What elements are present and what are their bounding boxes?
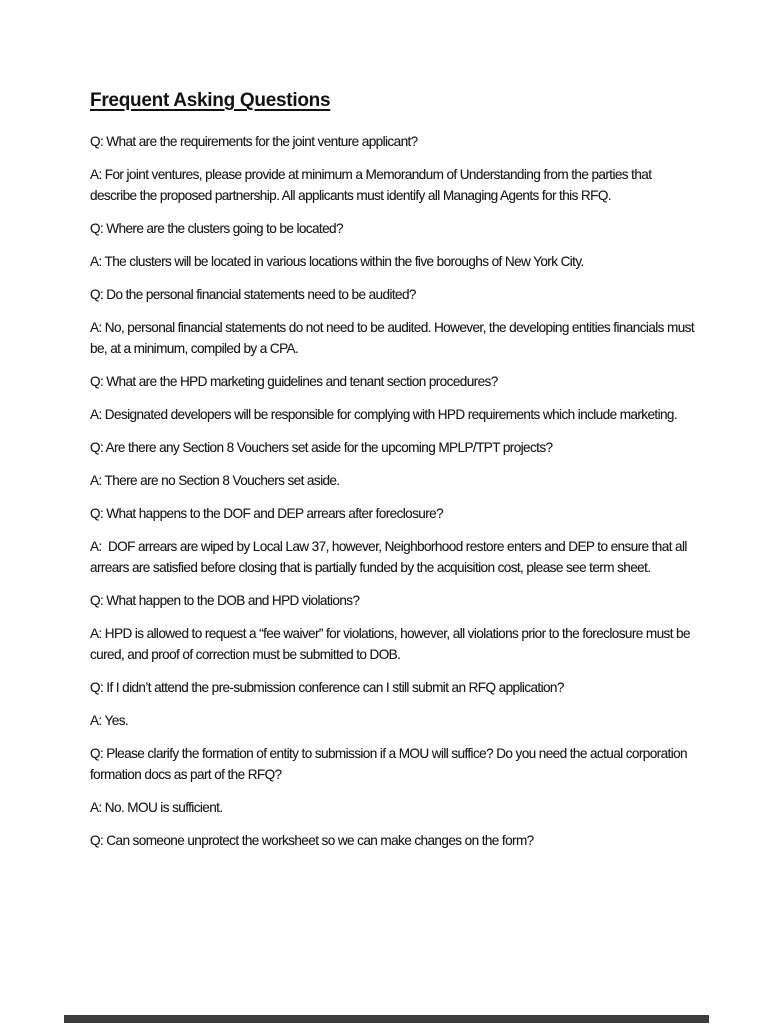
faq-answer: A: HPD is allowed to request a “fee waiver” for violations, however, all violations prior to the foreclosure must be cured, and proof of correction must be submitted to DOB. [90,626,694,662]
faq-answer: A: Yes. [90,713,129,728]
faq-question: Q: What happen to the DOB and HPD violations? [90,593,360,608]
faq-question: Q: What happens to the DOF and DEP arrears after foreclosure? [90,506,444,521]
page-break-bar [64,1015,709,1023]
faq-question: Q: Can someone unprotect the worksheet so we can make changes on the form? [90,833,534,848]
faq-question: Q: Are there any Section 8 Vouchers set aside for the upcoming MPLP/TPT projects? [90,440,553,455]
document-title: Frequent Asking Questions [90,90,331,111]
faq-answer: A: The clusters will be located in various locations within the five boroughs of New York City. [90,254,584,269]
faq-answer: A: There are no Section 8 Vouchers set aside. [90,473,340,488]
faq-question: Q: Please clarify the formation of entity to submission if a MOU will suffice? Do you need the actual corporation formation docs as part of the RFQ? [90,746,691,782]
faq-answer: A: Designated developers will be responsible for complying with HPD requirements which include marketing. [90,407,678,422]
faq-question: Q: What are the HPD marketing guidelines and tenant section procedures? [90,374,498,389]
faq-answer: A: For joint ventures, please provide at minimum a Memorandum of Understanding from the parties that describe the proposed partnership. All applicants must identify all Managing Agents for this RFQ. [90,167,655,203]
faq-question: Q: Where are the clusters going to be located? [90,221,343,236]
faq-answer: A: No. MOU is sufficient. [90,800,223,815]
faq-question: Q: Do the personal financial statements need to be audited? [90,287,416,302]
faq-answer: A: No, personal financial statements do not need to be audited. However, the developing entities financials must be, at a minimum, compiled by a CPA. [90,320,698,356]
faq-answer: A: DOF arrears are wiped by Local Law 37, however, Neighborhood restore enters and DEP to ensure that all arrears are satisfied before closing that is partially funded by the acquisition cost, please see term sheet. [90,539,690,575]
faq-question: Q: What are the requirements for the joint venture applicant? [90,134,418,149]
faq-question: Q: If I didn’t attend the pre-submission conference can I still submit an RFQ application? [90,680,564,695]
